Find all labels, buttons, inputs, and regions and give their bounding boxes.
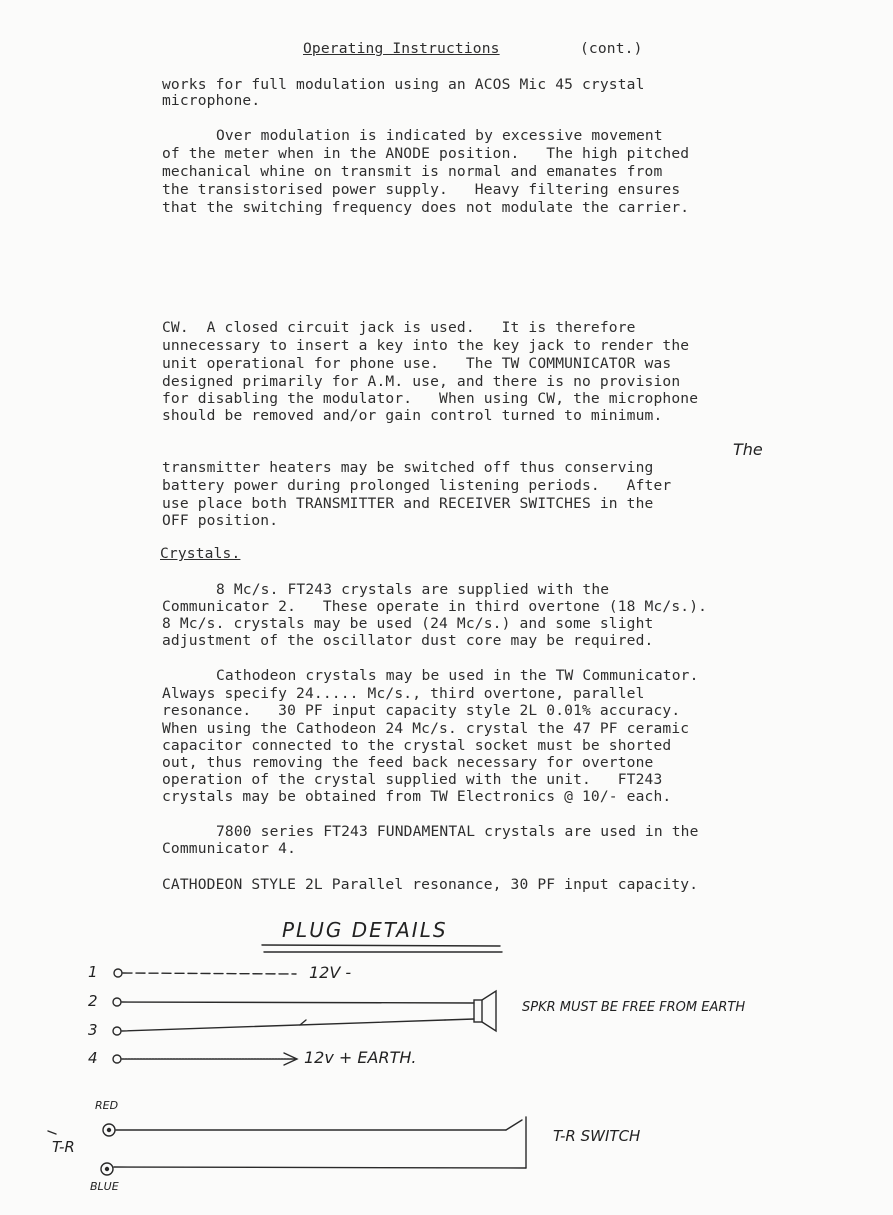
- speaker-note: SPKR MUST BE FREE FROM EARTH: [522, 1000, 746, 1015]
- text-line: designed primarily for A.M. use, and there is no provision: [162, 373, 681, 390]
- handwritten-the: The: [733, 440, 763, 459]
- text-line: microphone.: [162, 92, 261, 109]
- text-line: that the switching frequency does not modulate the carrier.: [162, 199, 690, 216]
- text-line: unnecessary to insert a key into the key jack to render the: [162, 337, 690, 354]
- text-line: 7800 series FT243 FUNDAMENTAL crystals are used in the: [216, 823, 699, 840]
- text-line-cathodeon-style: CATHODEON STYLE 2L Parallel resonance, 30 PF input capacity.: [162, 876, 699, 893]
- text-line: crystals may be obtained from TW Electronics @ 10/- each.: [162, 788, 672, 805]
- text-line: Over modulation is indicated by excessive movement: [216, 127, 663, 144]
- pin-1-number: 1: [88, 963, 98, 981]
- speaker-cone-icon: [482, 991, 496, 1031]
- text-line: OFF position.: [162, 512, 279, 529]
- text-line: Communicator 4.: [162, 840, 297, 857]
- text-line: battery power during prolonged listening periods. After: [162, 477, 672, 494]
- tr-pointer: [48, 1131, 56, 1134]
- pin-1-label: 12V -: [309, 963, 352, 982]
- text-line: transmitter heaters may be switched off thus conserving: [162, 459, 654, 476]
- text-line: Communicator 2. These operate in third overtone (18 Mc/s.).: [162, 598, 708, 615]
- text-line: 8 Mc/s. crystals may be used (24 Mc/s.) and some slight: [162, 615, 654, 632]
- pin-3-wire-join: [445, 1019, 474, 1020]
- text-line: 8 Mc/s. FT243 crystals are supplied with the: [216, 581, 610, 598]
- blue-wire: [114, 1167, 526, 1168]
- blue-terminal-dot: [106, 1168, 109, 1171]
- blue-label: BLUE: [90, 1180, 119, 1193]
- text-line: works for full modulation using an ACOS Mic 45 crystal: [162, 76, 645, 93]
- text-line: capacitor connected to the crystal socket must be shorted: [162, 737, 672, 754]
- text-line: resonance. 30 PF input capacity style 2L 0.01% accuracy.: [162, 702, 681, 719]
- pin-3-wire: [122, 1020, 445, 1031]
- text-line: CW. A closed circuit jack is used. It is therefore: [162, 319, 636, 336]
- pin-4-terminal: [113, 1055, 121, 1063]
- pin-1-wire: [123, 973, 296, 974]
- page-title: Operating Instructions: [303, 40, 500, 57]
- section-heading-crystals: Crystals.: [160, 545, 241, 562]
- text-line: mechanical whine on transmit is normal and emanates from: [162, 163, 663, 180]
- switch-label: T-R SWITCH: [553, 1127, 641, 1145]
- text-line: Cathodeon crystals may be used in the TW Communicator.: [216, 667, 699, 684]
- pin-4-number: 4: [88, 1049, 98, 1067]
- text-line: out, thus removing the feed back necessary for overtone: [162, 754, 654, 771]
- pin-2-number: 2: [88, 992, 98, 1010]
- pin-3-number: 3: [88, 1021, 98, 1039]
- switch-arm: [506, 1120, 522, 1130]
- text-line: the transistorised power supply. Heavy filtering ensures: [162, 181, 681, 198]
- red-label: RED: [95, 1099, 119, 1112]
- text-line: Always specify 24..... Mc/s., third overtone, parallel: [162, 685, 645, 702]
- tr-label: T-R: [52, 1138, 75, 1156]
- text-line: should be removed and/or gain control turned to minimum.: [162, 407, 663, 424]
- pin-4-label: 12v + EARTH.: [304, 1048, 417, 1067]
- heading-underline: [262, 945, 500, 946]
- page-title-continued: (cont.): [580, 40, 643, 57]
- pin-1-terminal: [114, 969, 122, 977]
- text-line: unit operational for phone use. The TW COMMUNICATOR was: [162, 355, 672, 372]
- text-line: When using the Cathodeon 24 Mc/s. crystal the 47 PF ceramic: [162, 720, 690, 737]
- text-line: operation of the crystal supplied with the unit. FT243: [162, 771, 663, 788]
- text-line: for disabling the modulator. When using CW, the microphone: [162, 390, 699, 407]
- pin-2-terminal: [113, 998, 121, 1006]
- text-line: use place both TRANSMITTER and RECEIVER SWITCHES in the: [162, 495, 654, 512]
- pin-3-terminal: [113, 1027, 121, 1035]
- diagram-heading: PLUG DETAILS: [282, 918, 448, 942]
- text-line: of the meter when in the ANODE position. The high pitched: [162, 145, 690, 162]
- red-terminal-dot: [108, 1129, 111, 1132]
- pin-2-wire: [122, 1002, 474, 1003]
- text-line: adjustment of the oscillator dust core may be required.: [162, 632, 654, 649]
- speaker-icon: [474, 1000, 482, 1022]
